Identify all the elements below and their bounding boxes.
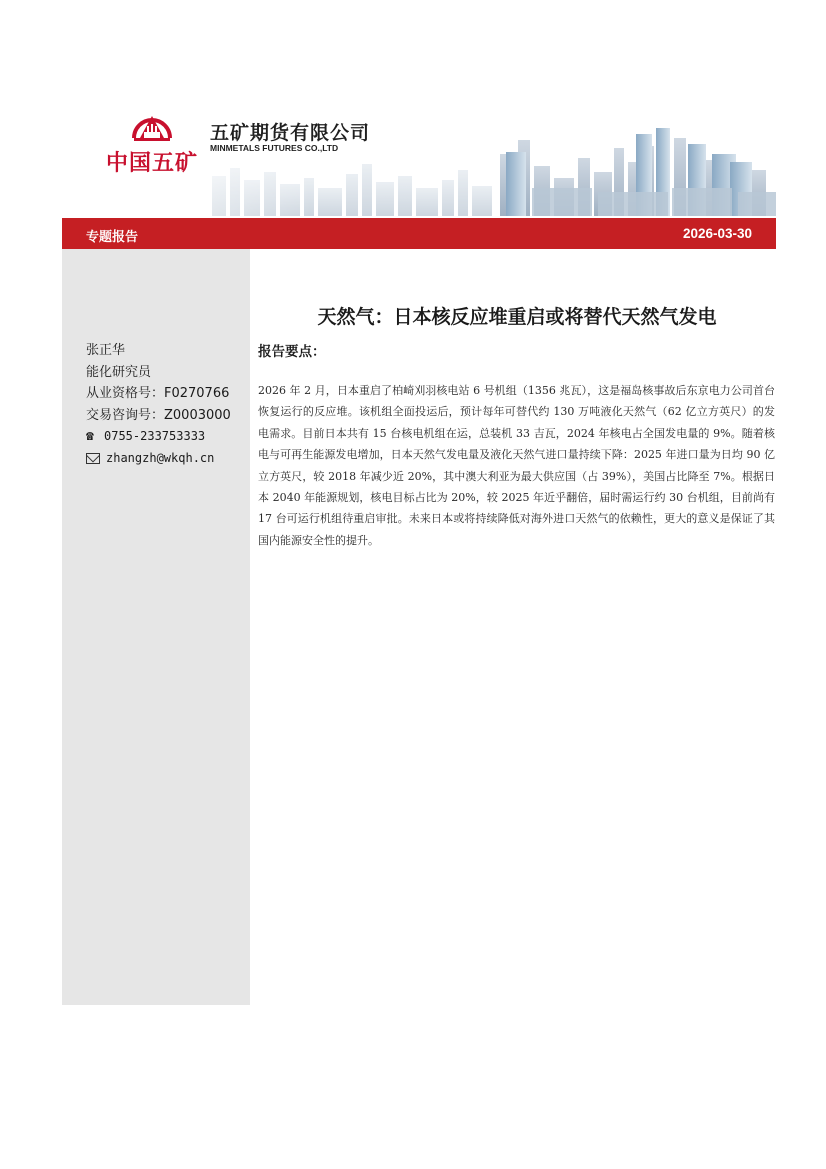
author-info — [86, 340, 231, 469]
author-role: 能化研究员 — [86, 364, 152, 380]
company-name-en: MINMETALS FUTURES CO.,LTD — [210, 143, 339, 153]
report-band — [62, 218, 776, 249]
report-summary: 2026 年 2 月，日本重启了柏崎刈羽核电站 6 号机组（1356 兆瓦），这是福岛核事故后东京电力公司首台恢复运行的反应堆。该机组全面投运后，预计每年可替代约 130 万吨液化天然气（62 亿立方英尺）的发电需求。目前日本共有 15 台核电机组在运，总装机 33 吉瓦，2024 年核电占全国发电量的 9%。随着核电与可再生能源发电增加，日本天然气发电量及液化天然气进口量持续下降：2025 年进口量为日均 90 亿立方英尺，较 2018 年减少近 20%，其中澳大利亚为最大供应国（占 39%），美国占比降至 7%。根据日本 2040 年能源规划，核电目标占比为 20%，较 2025 年近乎翻倍，届时需运行约 30 台机组，目前尚有 17 台可运行机组待重启审批。未来日本或将持续降低对海外进口天然气的依赖性，更大的意义是保证了其国内能源安全性的提升。 — [258, 384, 775, 547]
author-phone-row — [86, 426, 231, 448]
report-title: 天然气：日本核反应堆重启或将替代天然气发电 — [317, 306, 717, 328]
report-type: 专题报告 — [86, 230, 139, 245]
logo-text: 中国五矿 — [106, 151, 199, 176]
phone-icon: ☎ — [86, 429, 94, 444]
author-sidebar — [62, 249, 250, 1005]
author-phone: 0755-233753333 — [104, 429, 206, 443]
section-heading: 报告要点： — [258, 344, 326, 360]
envelope-icon — [86, 453, 100, 464]
company-name-cn: 五矿期货有限公司 — [210, 122, 371, 144]
report-header — [62, 88, 776, 216]
author-email[interactable]: zhangzh@wkqh.cn — [106, 450, 215, 465]
report-date: 2026-03-30 — [682, 226, 752, 241]
author-email-row — [86, 448, 231, 470]
minmetals-emblem-icon — [130, 102, 174, 142]
author-qualification: 从业资格号：F0270766 — [86, 386, 230, 401]
author-name: 张正华 — [86, 343, 126, 358]
author-consulting-number: 交易咨询号：Z0003000 — [86, 407, 231, 423]
